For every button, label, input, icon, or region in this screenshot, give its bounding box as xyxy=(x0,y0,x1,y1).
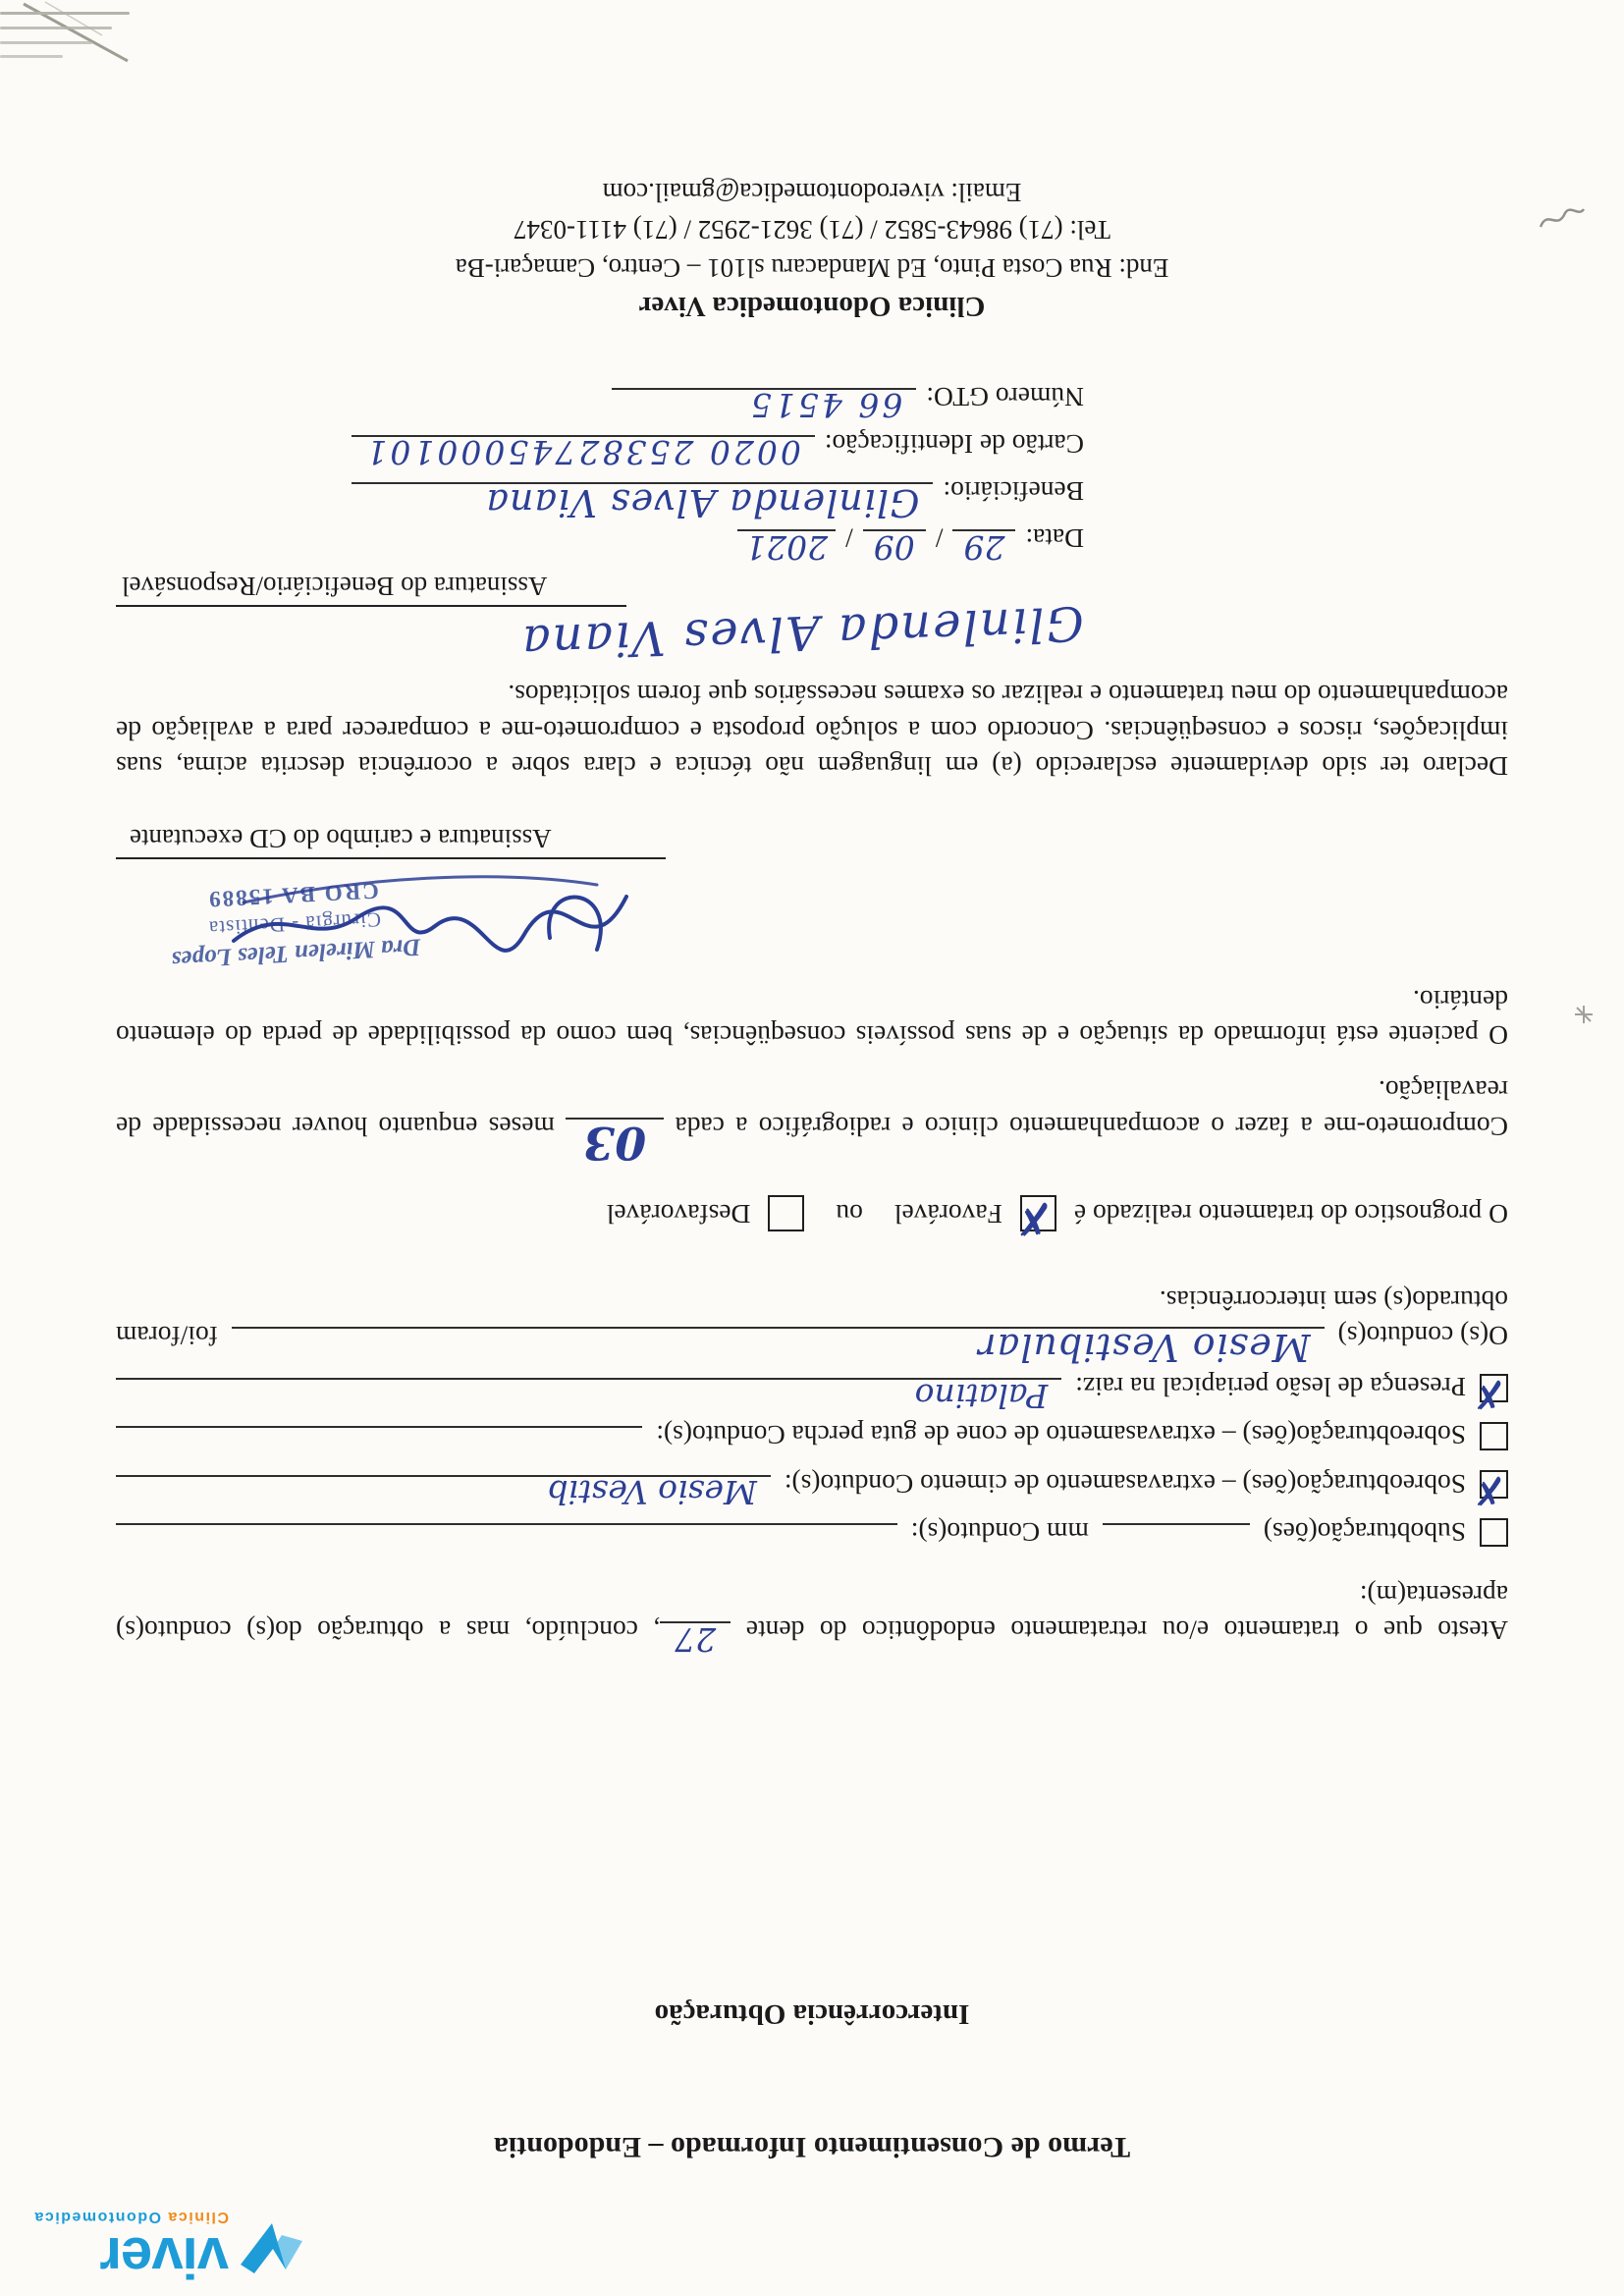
beneficiary-signature-caption: Assinatura do Beneficiário/Responsável xyxy=(122,571,548,601)
card-row xyxy=(116,425,1084,472)
date-month-blank xyxy=(863,527,926,567)
dentist-signature-caption: Assinatura e carimbo do CD executante xyxy=(130,824,552,854)
footer-phones: Tel: (71) 98643-5852 / (71) 3621-2952 / (71) 4111-0347 xyxy=(514,215,1111,246)
mm-blank xyxy=(1103,1523,1250,1552)
follow-up-text-cont: meses enquanto houver necessidade de reavaliação. xyxy=(115,1075,1508,1142)
gto-number-handwriting: 66 4515 xyxy=(747,386,903,425)
conduto-handwriting: Mesio Vestib xyxy=(547,1473,757,1512)
attestation-text-cont: , concluído, mas a obturação do(s) conduto(s) apresenta(m): xyxy=(115,1579,1508,1647)
checkbox-mark: ✗ xyxy=(1014,1191,1053,1245)
beneficiary-signature-line xyxy=(116,605,626,607)
date-day-blank xyxy=(952,527,1015,567)
checkbox-favoravel xyxy=(1014,1191,1056,1245)
date-year-blank xyxy=(737,527,836,567)
dentist-stamp-block xyxy=(116,821,1508,976)
finding-mid-label: mm Conduto(s): xyxy=(910,1516,1089,1548)
clinic-logo xyxy=(33,2207,305,2289)
beneficiary-name-blank xyxy=(352,481,933,525)
card-label: Cartão de Identificação: xyxy=(824,428,1084,460)
stamp-cro-number: CRO BA 15889 xyxy=(206,879,380,913)
date-year-handwriting: 2021 xyxy=(745,527,829,567)
conduit-name-blank xyxy=(232,1326,1325,1370)
finding-row-sobreobturacao-guta xyxy=(116,1417,1508,1454)
brand-tagline xyxy=(33,2207,229,2227)
follow-up-text: Comprometo-me a fazer o acompanhamento clinico e radiográfico a cada xyxy=(675,1111,1508,1142)
checkbox-mark: ✗ xyxy=(1472,1370,1505,1416)
document-subtitle: Intercorrência Obturação xyxy=(654,1998,970,2031)
finding-row-subobturacao xyxy=(116,1514,1508,1552)
conduit-name-handwriting: Mesio Vestibular xyxy=(977,1326,1311,1370)
conduto-blank xyxy=(116,1426,642,1454)
checkbox-subobturacao xyxy=(1480,1518,1508,1547)
card-number-handwriting: 0020 25382745000101 xyxy=(363,433,801,472)
logo-text xyxy=(33,2207,229,2289)
gto-label: Número GTO: xyxy=(926,381,1084,412)
desfavoravel-label: Desfavorável xyxy=(606,1198,751,1230)
checkbox-desfavoravel xyxy=(768,1195,804,1231)
stamp-area xyxy=(116,859,666,975)
beneficiary-signature-handwriting: Glinlenda Alves Viana xyxy=(519,594,1085,670)
follow-up-paragraph xyxy=(115,1072,1508,1171)
attestation-paragraph xyxy=(115,1577,1508,1659)
finding-row-lesao-periapical xyxy=(116,1369,1508,1416)
clinic-footer xyxy=(116,174,1508,325)
attestation-text: Atesto que o tratamento e/ou retratamento endodôntico do dente xyxy=(745,1615,1508,1647)
footer-clinic-name: Clinica Odontomedica Viver xyxy=(638,291,986,323)
conduit-statement-line2: obturado(s) sem intercorrências. xyxy=(1159,1285,1508,1316)
beneficiary-signature-block xyxy=(116,568,1085,670)
raiz-blank xyxy=(116,1376,1061,1415)
checkbox-lesao-periapical xyxy=(1472,1370,1508,1416)
gto-number-blank xyxy=(612,386,916,425)
checkbox-sobreobturacao-guta xyxy=(1480,1422,1508,1450)
finding-label: Subobturação(ões) xyxy=(1263,1516,1466,1548)
beneficiary-section xyxy=(116,378,1085,670)
beneficiary-name-handwriting: Glinlenda Alves Viana xyxy=(485,481,920,525)
conduto-blank xyxy=(116,1523,897,1552)
or-label: ou xyxy=(836,1198,863,1230)
checkbox-mark: ✗ xyxy=(1472,1466,1505,1512)
logo-swoosh-icon xyxy=(237,2221,305,2274)
conduit-text-foi-foram: foi/foram xyxy=(116,1321,218,1352)
conduit-text: O(s) conduto(s) xyxy=(1337,1321,1508,1352)
finding-row-sobreobturacao-cimento xyxy=(116,1465,1508,1512)
date-month-handwriting: 09 xyxy=(873,527,915,567)
patient-informed-paragraph: O paciente está informado da situação e de suas possíveis conseqüências, bem como da possibilidade de perda do elemento dentário. xyxy=(116,984,1508,1052)
gto-row xyxy=(116,378,1084,425)
conduit-statement xyxy=(116,1318,1508,1370)
raiz-handwriting: Palatino xyxy=(914,1376,1049,1415)
brand-wordmark: viver xyxy=(100,2225,229,2289)
beneficiary-name-row xyxy=(116,473,1084,525)
finding-label: Sobreobturação(ões) – extravasamento de cone de guta percha Conduto(s): xyxy=(656,1420,1466,1451)
findings-checklist xyxy=(116,1369,1508,1552)
date-separator: / xyxy=(935,523,944,555)
footer-address: End: Rua Costa Pinto, Ed Mandacaru sl101 – Centro, Camaçari-Ba xyxy=(455,253,1169,283)
brand-tagline-clinica: Clinica xyxy=(166,2208,229,2225)
prognosis-text: O prognostico do tratamento realizado é xyxy=(1073,1198,1508,1230)
declaration-paragraph: Declaro ter sido devidamente esclarecido (a) em linguagem não técnica e clara sobre a ocorrência descrita acima, suas implicações, riscos e conseqüências. Concordo com a solução proposta e comprometo-me a comparecer para a avaliação de acompanhamento do meu tratamento e realizar os exames necessários que forem solicitados. xyxy=(116,680,1508,782)
stamp-dentist-name: Dra Mirelen Teles Lopes xyxy=(170,933,421,974)
stamp-dentist-title: Cirurgiã - Dentista xyxy=(207,907,382,942)
checkbox-sobreobturacao-cimento xyxy=(1472,1466,1508,1512)
finding-label: Sobreobturação(ões) – extravasamento de cimento Conduto(s): xyxy=(784,1468,1466,1500)
interval-handwriting: 03 xyxy=(583,1117,647,1171)
tooth-number-blank xyxy=(660,1619,731,1659)
conduto-blank xyxy=(116,1473,771,1512)
tooth-number-handwriting: 27 xyxy=(675,1619,717,1659)
date-label: Data: xyxy=(1025,523,1084,555)
interval-blank xyxy=(566,1117,664,1171)
date-separator: / xyxy=(845,523,853,555)
beneficiary-label: Beneficiário: xyxy=(943,475,1084,507)
dentist-signature-scribble xyxy=(165,857,656,995)
prognosis-row xyxy=(116,1191,1508,1245)
footer-email: Email: viverodontomedica@gmail.com xyxy=(602,177,1022,207)
finding-label: Presença de lesão periapical na raiz: xyxy=(1075,1372,1466,1403)
brand-tagline-odontomedica: Odontomedica xyxy=(33,2208,162,2225)
card-number-blank xyxy=(352,433,815,472)
document-title: Termo de Consentimento Informado – Endodontia xyxy=(493,2131,1131,2163)
favoravel-label: Favorável xyxy=(893,1198,1002,1230)
date-day-handwriting: 29 xyxy=(963,527,1005,567)
